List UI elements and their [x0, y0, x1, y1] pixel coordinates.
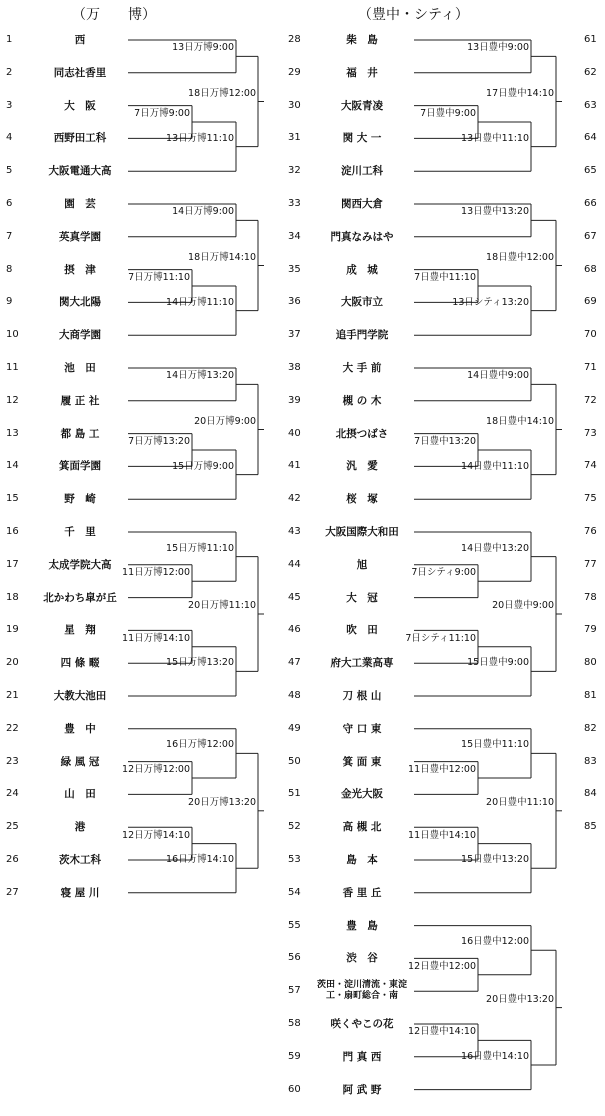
- venue-left-header: （万 博）: [72, 7, 156, 23]
- seed-number: 59: [288, 1050, 301, 1062]
- team-name: 関西大倉: [341, 198, 383, 210]
- team-name: 大阪市立: [341, 296, 383, 309]
- seed-number: 9: [6, 296, 13, 308]
- seed-number: 73: [584, 427, 597, 439]
- team-name: 港: [74, 821, 86, 834]
- seed-number: 62: [584, 66, 597, 78]
- seed-number: 55: [288, 919, 301, 931]
- match-schedule-label: 16日万博12:00: [166, 739, 234, 751]
- seed-number: 82: [584, 722, 597, 734]
- seed-number: 79: [584, 624, 597, 636]
- seed-number: 72: [584, 394, 597, 406]
- seed-number: 76: [584, 526, 597, 537]
- seed-number: 8: [6, 263, 13, 275]
- match-schedule-label: 14日万博11:10: [166, 296, 234, 308]
- team-name: 金光大阪: [341, 788, 383, 801]
- match-schedule-label: 20日万博13:20: [188, 796, 256, 808]
- seed-number: 40: [288, 427, 301, 439]
- match-schedule-label: 13日豊中9:00: [467, 42, 529, 54]
- seed-number: 42: [288, 493, 301, 505]
- team-name: 西野田工科: [53, 132, 107, 145]
- match-schedule-label: 16日豊中12:00: [461, 936, 529, 948]
- seed-number: 14: [6, 460, 19, 472]
- team-name: 大 阪: [64, 99, 96, 112]
- seed-number: 78: [584, 591, 597, 603]
- match-schedule-label: 13日シティ13:20: [452, 296, 529, 308]
- seed-number: 15: [6, 493, 19, 505]
- team-name: 四 條 畷: [60, 657, 100, 670]
- match-schedule-label: 7日万博9:00: [134, 108, 190, 119]
- seed-number: 25: [6, 821, 19, 833]
- team-name: 淀川工科: [341, 165, 383, 178]
- team-name: 門 真 西: [342, 1050, 382, 1063]
- seed-number: 63: [584, 99, 597, 111]
- team-name: 大阪電通大高: [48, 165, 112, 178]
- team-name: 府大工業高専: [330, 657, 394, 670]
- seed-number: 13: [6, 427, 19, 439]
- team-name: 北摂つばさ: [335, 427, 389, 440]
- team-name: 大 手 前: [342, 362, 382, 374]
- team-name: 刀 根 山: [342, 690, 382, 702]
- venue-right-header: （豊中・シティ）: [358, 7, 469, 23]
- seed-number: 69: [584, 296, 597, 308]
- team-name: 豊 島: [346, 919, 378, 932]
- team-name: 園 芸: [64, 198, 96, 210]
- seed-number: 70: [584, 329, 597, 341]
- seed-number: 28: [288, 34, 301, 45]
- team-name: 高 槻 北: [342, 821, 382, 834]
- seed-number: 54: [288, 886, 301, 898]
- team-name: 西: [74, 34, 86, 46]
- match-schedule-label: 20日万博11:10: [188, 600, 256, 611]
- match-schedule-label: 12日豊中12:00: [408, 960, 476, 972]
- match-schedule-label: 7日豊中11:10: [414, 272, 476, 283]
- match-schedule-label: 18日万博14:10: [188, 251, 256, 263]
- team-name: 柴 島: [346, 34, 378, 46]
- match-schedule-label: 14日豊中11:10: [461, 460, 529, 472]
- seed-number: 44: [288, 558, 301, 570]
- seed-number: 45: [288, 591, 301, 603]
- seed-number: 37: [288, 329, 301, 341]
- seed-number: 29: [288, 66, 301, 78]
- team-name: 関 大 一: [342, 132, 382, 145]
- match-schedule-label: 14日豊中9:00: [467, 370, 529, 382]
- team-name: 茨木工科: [59, 854, 101, 866]
- seed-number: 17: [6, 558, 19, 570]
- match-schedule-label: 18日豊中14:10: [486, 415, 554, 427]
- seed-number: 12: [6, 394, 19, 406]
- match-schedule-label: 7日豊中9:00: [420, 108, 476, 119]
- seed-number: 22: [6, 722, 19, 734]
- seed-number: 64: [584, 132, 597, 144]
- team-name: 吹 田: [346, 624, 378, 637]
- seed-number: 80: [584, 657, 597, 669]
- seed-number: 43: [288, 526, 301, 537]
- match-schedule-label: 20日豊中13:20: [486, 993, 554, 1005]
- match-schedule-label: 13日万博11:10: [166, 132, 234, 144]
- match-schedule-label: 12日豊中14:10: [408, 1026, 476, 1038]
- seed-number: 1: [6, 34, 13, 45]
- seed-number: 34: [288, 230, 301, 242]
- seed-number: 20: [6, 657, 19, 669]
- team-name: 箕 面 東: [342, 755, 382, 768]
- team-name: 箕面学園: [59, 460, 101, 473]
- seed-number: 2: [6, 66, 13, 78]
- team-name: 太成学院大高: [48, 558, 112, 571]
- seed-number: 7: [6, 230, 13, 242]
- seed-number: 66: [584, 198, 597, 209]
- team-name: 香 里 丘: [342, 886, 382, 899]
- seed-number: 4: [6, 132, 13, 144]
- seed-number: 60: [288, 1083, 301, 1095]
- match-schedule-label: 18日豊中12:00: [486, 251, 554, 263]
- seed-number: 56: [288, 952, 301, 964]
- team-name: 大阪国際大和田: [325, 526, 399, 538]
- match-schedule-label: 12日万博14:10: [122, 829, 190, 841]
- match-schedule-label: 20日豊中11:10: [486, 796, 554, 808]
- seed-number: 18: [6, 591, 19, 603]
- seed-number: 21: [6, 690, 19, 701]
- match-schedule-label: 7日万博11:10: [128, 272, 190, 283]
- match-schedule-label: 11日豊中12:00: [408, 764, 476, 775]
- seed-number: 26: [6, 854, 19, 865]
- match-schedule-label: 15日豊中13:20: [461, 854, 529, 866]
- seed-number: 51: [288, 788, 301, 800]
- seed-number: 74: [584, 460, 597, 472]
- seed-number: 52: [288, 821, 301, 833]
- seed-number: 31: [288, 132, 301, 144]
- seed-number: 61: [584, 34, 597, 45]
- team-name: 咲くやこの花: [330, 1018, 394, 1030]
- team-name: 豊 中: [64, 722, 96, 735]
- match-schedule-label: 16日万博14:10: [166, 854, 234, 866]
- match-schedule-label: 14日豊中13:20: [461, 542, 529, 554]
- team-name: 追手門学院: [335, 329, 389, 342]
- seed-number: 32: [288, 165, 301, 177]
- seed-number: 58: [288, 1018, 301, 1029]
- team-name: 池 田: [64, 362, 96, 374]
- seed-number: 83: [584, 755, 597, 767]
- team-name: 大商学園: [59, 329, 101, 342]
- seed-number: 48: [288, 690, 301, 701]
- match-schedule-label: 12日万博12:00: [122, 764, 190, 775]
- seed-number: 47: [288, 657, 301, 669]
- team-name: 大阪青凌: [341, 99, 383, 112]
- seed-number: 35: [288, 263, 301, 275]
- match-schedule-label: 11日豊中14:10: [408, 829, 476, 841]
- team-name: 北かわち皐が丘: [43, 591, 117, 604]
- seed-number: 27: [6, 886, 19, 898]
- seed-number: 84: [584, 788, 597, 800]
- match-schedule-label: 15日万博9:00: [172, 460, 234, 472]
- team-name: 門真なみはや: [330, 230, 394, 243]
- team-name: 成 城: [346, 263, 378, 276]
- match-schedule-label: 15日万博13:20: [166, 657, 234, 669]
- seed-number: 77: [584, 558, 597, 570]
- team-name: 大教大池田: [53, 690, 107, 702]
- match-schedule-label: 14日万博13:20: [166, 370, 234, 382]
- seed-number: 5: [6, 165, 13, 177]
- match-schedule-label: 15日豊中11:10: [461, 739, 529, 751]
- team-name: 福 井: [346, 66, 378, 79]
- seed-number: 3: [6, 99, 13, 111]
- seed-number: 65: [584, 165, 597, 177]
- seed-number: 41: [288, 460, 301, 472]
- match-schedule-label: 11日万博14:10: [122, 632, 190, 644]
- match-schedule-label: 17日豊中14:10: [486, 87, 554, 99]
- team-name: 桜 塚: [346, 493, 378, 506]
- team-name: 阿 武 野: [342, 1083, 382, 1096]
- team-name: 茨田・淀川清流・東淀工・扇町総合・南: [316, 980, 407, 1002]
- match-schedule-label: 7日シティ11:10: [405, 632, 476, 644]
- team-name: 大 冠: [346, 591, 378, 604]
- match-schedule-label: 16日豊中14:10: [461, 1051, 529, 1062]
- match-schedule-label: 7日シティ9:00: [411, 567, 476, 579]
- seed-number: 23: [6, 755, 19, 767]
- team-name: 英真学園: [59, 230, 101, 243]
- seed-number: 6: [6, 198, 13, 209]
- seed-number: 11: [6, 362, 19, 373]
- team-name: 千 里: [64, 526, 96, 538]
- match-schedule-label: 20日豊中9:00: [492, 600, 554, 611]
- seed-number: 50: [288, 755, 301, 767]
- seed-number: 36: [288, 296, 301, 308]
- seed-number: 49: [288, 722, 301, 734]
- seed-number: 81: [584, 690, 597, 701]
- seed-number: 10: [6, 329, 19, 341]
- seed-number: 39: [288, 394, 301, 406]
- seed-number: 85: [584, 821, 597, 833]
- match-schedule-label: 13日万博9:00: [172, 42, 234, 54]
- match-schedule-label: 20日万博9:00: [194, 415, 256, 427]
- seed-number: 19: [6, 624, 19, 636]
- match-schedule-label: 13日豊中11:10: [461, 132, 529, 144]
- seed-number: 53: [288, 854, 301, 865]
- match-schedule-label: 18日万博12:00: [188, 87, 256, 99]
- team-name: 摂 津: [64, 263, 96, 276]
- team-name: 寝 屋 川: [60, 886, 100, 899]
- seed-number: 38: [288, 362, 301, 373]
- match-schedule-label: 7日万博13:20: [128, 436, 190, 447]
- team-name: 星 翔: [64, 624, 96, 637]
- team-name: 緑 風 冠: [60, 755, 100, 768]
- team-name: 関大北陽: [59, 296, 101, 309]
- team-name: 渋 谷: [346, 952, 378, 965]
- match-schedule-label: 15日万博11:10: [166, 542, 234, 554]
- team-name: 山 田: [64, 788, 96, 801]
- match-schedule-label: 13日豊中13:20: [461, 206, 529, 218]
- team-name: 旭: [356, 558, 368, 571]
- team-name: 都 島 工: [60, 427, 100, 440]
- team-name: 槻 の 木: [342, 394, 382, 407]
- team-name: 島 本: [346, 854, 378, 866]
- team-name: 同志社香里: [53, 66, 107, 79]
- seed-number: 75: [584, 493, 597, 505]
- seed-number: 33: [288, 198, 301, 209]
- team-name: 野 崎: [64, 493, 96, 506]
- match-schedule-label: 7日豊中13:20: [414, 436, 476, 447]
- seed-number: 57: [288, 985, 301, 997]
- seed-number: 46: [288, 624, 301, 636]
- seed-number: 71: [584, 362, 597, 373]
- seed-number: 30: [288, 99, 301, 111]
- match-schedule-label: 11日万博12:00: [122, 567, 190, 579]
- team-name: 履 正 社: [60, 394, 100, 407]
- match-schedule-label: 14日万博9:00: [172, 206, 234, 218]
- seed-number: 16: [6, 526, 19, 537]
- seed-number: 24: [6, 788, 19, 800]
- team-name: 守 口 東: [342, 722, 382, 735]
- seed-number: 68: [584, 263, 597, 275]
- team-name: 汎 愛: [346, 460, 378, 473]
- seed-number: 67: [584, 230, 597, 242]
- match-schedule-label: 15日豊中9:00: [467, 657, 529, 669]
